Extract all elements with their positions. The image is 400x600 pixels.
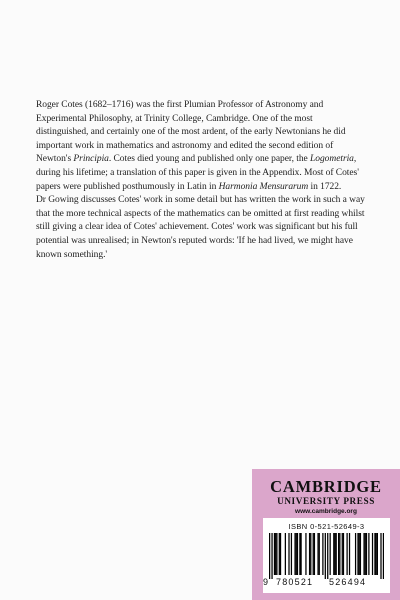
principia-title: Principia: [73, 154, 109, 165]
barcode-bar: [280, 533, 281, 575]
barcode-bar: [363, 533, 364, 575]
barcode-bar: [319, 533, 320, 575]
barcode-digits-right: 526494: [329, 577, 367, 587]
barcode-bar: [380, 533, 381, 579]
barcode-bar: [349, 533, 350, 575]
barcode-bar: [300, 533, 301, 575]
barcode-bar: [346, 533, 347, 575]
barcode-bar: [294, 533, 295, 575]
barcode-bar: [333, 533, 334, 575]
barcode-bar: [299, 533, 300, 575]
barcode-bar: [368, 533, 369, 575]
blurb-paragraph-2: Dr Gowing discusses Cotes' work in some detail but has written the work in such a way that the more technical aspects of the mathematics can be omitted at first reading whilst still giving a clear idea of Cotes' achievement. Cotes' work was significant but his full potential was unrealised; in Newton's reputed words: 'If he had lived, we might have known something.': [36, 195, 365, 260]
barcode-bar: [376, 533, 377, 575]
barcode-bar: [342, 533, 343, 575]
barcode-bar: [359, 533, 360, 575]
barcode-bar: [309, 533, 310, 575]
barcode-bar: [314, 533, 315, 575]
barcode-bar: [297, 533, 298, 575]
logometria-title: Logometria: [310, 154, 354, 165]
barcode-bar: [275, 533, 276, 575]
barcode-bar: [285, 533, 286, 575]
barcode-bar: [338, 533, 339, 575]
barcode-bar: [360, 533, 361, 575]
barcode-bar: [374, 533, 375, 575]
barcode-bar: [269, 533, 270, 579]
barcode-bar: [296, 533, 297, 575]
barcode-bar: [325, 533, 326, 579]
barcode-bar: [291, 533, 292, 575]
publisher-url: www.cambridge.org: [295, 508, 357, 515]
harmonia-mensurarum-title: Harmonia Mensurarum: [218, 181, 309, 192]
isbn-label: ISBN 0-521-52649-3: [288, 522, 365, 531]
blurb-text-segment: in 1722.: [308, 181, 342, 192]
publisher-logo: [252, 469, 400, 517]
barcode-bar: [365, 533, 366, 575]
barcode-digit-first: 9: [263, 577, 269, 587]
barcode-bar: [271, 533, 272, 579]
barcode-bar: [279, 533, 280, 575]
barcode-bar: [339, 533, 340, 575]
blurb-text-segment: , during his lifetime; a translation of this paper is given in the Appendix. Most of Cotes' papers were published posthumously in Latin in: [36, 154, 359, 192]
blurb-text-segment: Roger Cotes (1682–1716) was the first Plumian Professor of Astronomy and Experimental Philosophy, at Trinity College, Cambridge. One of the most distinguished, and certainly one of the most ardent, of the early Newtonians he did important work in mathematics and astronomy and edited the second edition of Newton's: [36, 100, 346, 165]
barcode-bar: [372, 533, 373, 575]
barcode-bar: [310, 533, 311, 575]
publisher-subtitle: UNIVERSITY PRESS: [277, 496, 375, 506]
barcode-bar: [334, 533, 335, 575]
barcode-bar: [355, 533, 356, 575]
barcode-bar: [343, 533, 344, 575]
publisher-name: CAMBRIDGE: [270, 477, 382, 496]
barcode-bars: [269, 533, 384, 579]
barcode-bar: [317, 533, 318, 575]
barcode-bar: [357, 533, 358, 575]
blurb-text-segment: . Cotes died young and published only one paper, the: [108, 154, 311, 165]
barcode-bar: [327, 533, 328, 579]
barcode-bar: [305, 533, 306, 575]
barcode-bar: [276, 533, 277, 575]
barcode-bar: [274, 533, 275, 575]
publisher-panel: [252, 469, 400, 600]
barcode-box: [263, 518, 390, 593]
barcode-digits-left: 780521: [276, 577, 314, 587]
barcode-bar: [313, 533, 314, 575]
barcode-bar: [288, 533, 289, 575]
blurb-text: [36, 99, 366, 262]
barcode-bar: [383, 533, 384, 579]
barcode-bar: [377, 533, 378, 575]
barcode-bar: [366, 533, 367, 575]
blurb-paragraph-1: [36, 99, 366, 194]
barcode-bar: [330, 533, 331, 575]
barcode-bar: [336, 533, 337, 575]
barcode-bar: [322, 533, 323, 575]
